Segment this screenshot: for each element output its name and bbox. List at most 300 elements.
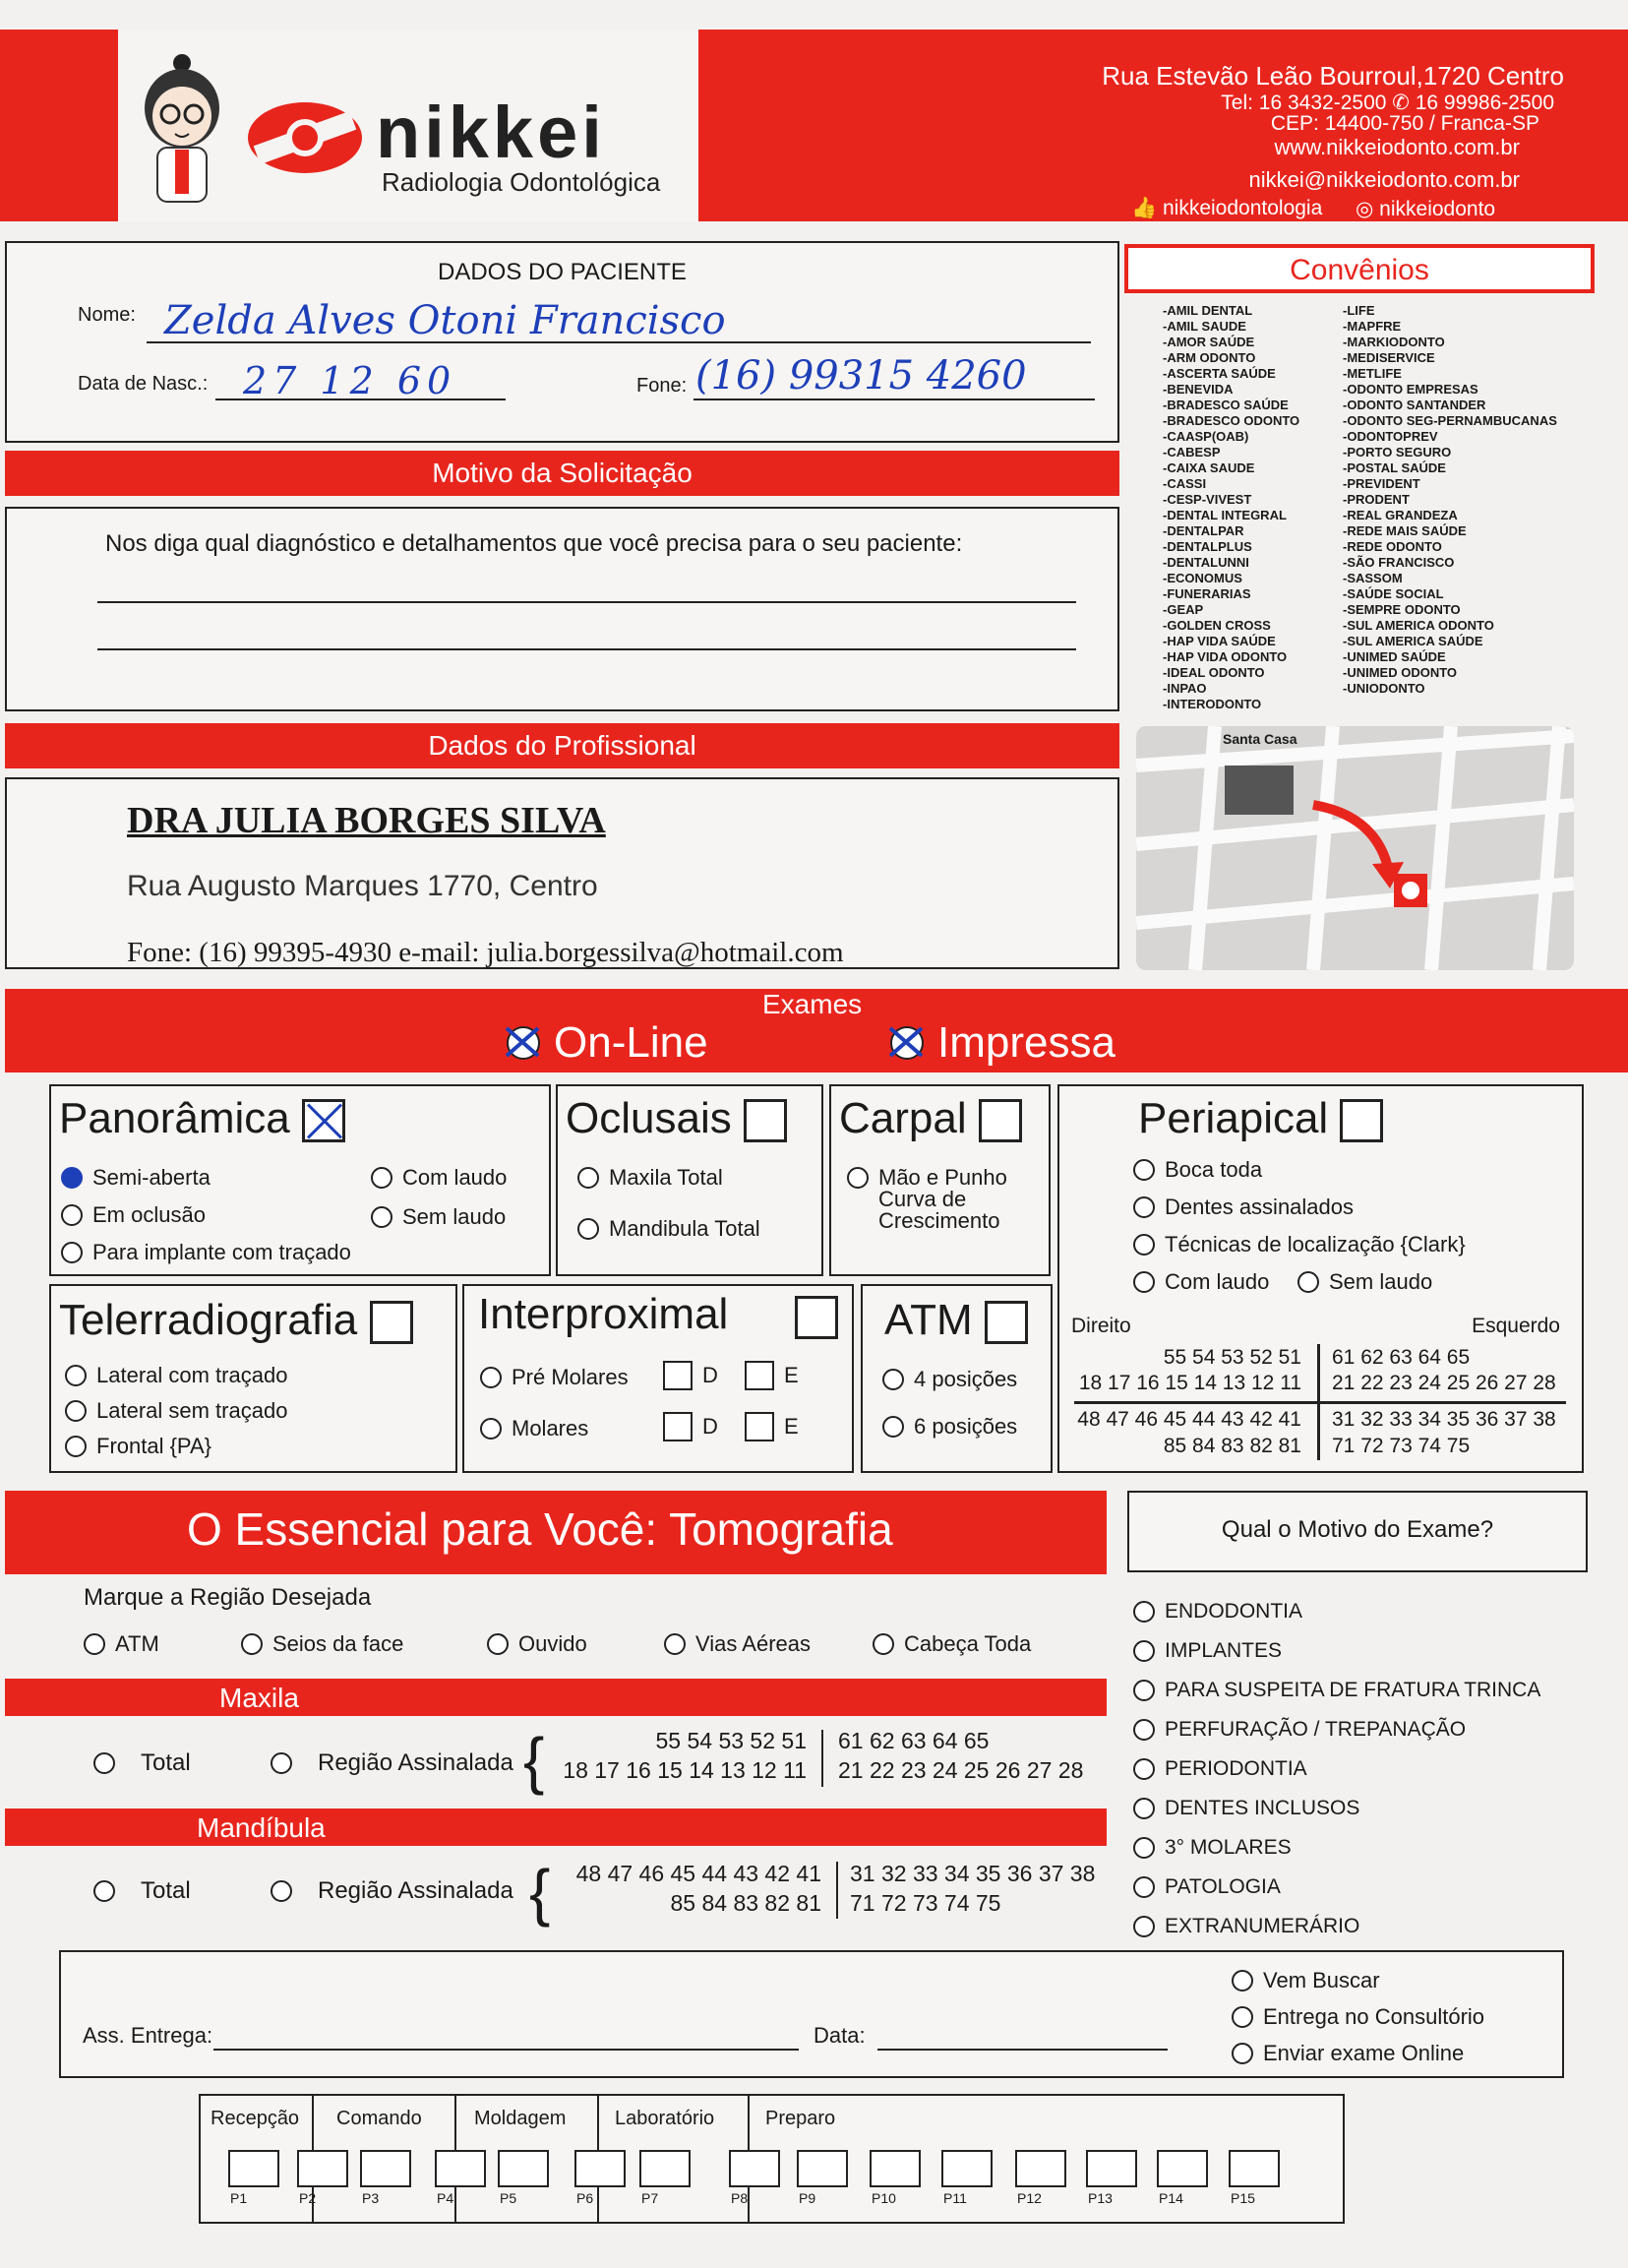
fluxo-checkbox[interactable]	[574, 2150, 626, 2187]
periapical-title-text: Periapical	[1138, 1094, 1329, 1142]
opt-label: IMPLANTES	[1165, 1639, 1283, 1662]
opt-label: Sem laudo	[402, 1204, 507, 1229]
convenios-col1	[1163, 303, 1350, 712]
convenio-item: -UNIODONTO	[1343, 681, 1425, 696]
brand-name: nikkei	[376, 92, 606, 173]
convenio-item: -GOLDEN CROSS	[1163, 618, 1271, 633]
tomo-regiao-ouvido[interactable]	[487, 1631, 587, 1657]
fluxo-p-label: P2	[299, 2190, 317, 2206]
opt-label: Dentes assinalados	[1165, 1195, 1355, 1219]
opt-label: PERFURAÇÃO / TREPANAÇÃO	[1165, 1718, 1467, 1741]
radio[interactable]	[271, 1880, 292, 1902]
convenio-item: -DENTALPLUS	[1163, 539, 1252, 554]
inter-pre-e[interactable]	[745, 1361, 799, 1390]
inter-checkbox[interactable]	[795, 1296, 838, 1339]
radio[interactable]	[882, 1416, 904, 1438]
periapical-box	[1057, 1084, 1584, 1473]
mandibula-divider	[836, 1862, 838, 1919]
convenio-item: -REAL GRANDEZA	[1343, 508, 1458, 522]
teeth-r1[interactable]: 55 54 53 52 51	[1163, 1346, 1301, 1369]
radio[interactable]	[1133, 1680, 1155, 1701]
convenio-item: -BRADESCO ODONTO	[1163, 413, 1300, 428]
convenio-item: -MARKIODONTO	[1343, 335, 1445, 349]
esquerdo-label: Esquerdo	[1472, 1315, 1560, 1337]
radio[interactable]	[873, 1633, 894, 1655]
header-email: nikkei@nikkeiodonto.com.br	[1248, 167, 1520, 192]
mandibula-regiao[interactable]	[271, 1877, 513, 1905]
tele-title	[59, 1296, 413, 1345]
opt-label: 6 posições	[914, 1414, 1018, 1439]
convenio-item: -CABESP	[1163, 445, 1221, 460]
profissional-name: DRA JULIA BORGES SILVA	[127, 800, 606, 841]
fluxo-checkbox[interactable]	[1157, 2150, 1208, 2187]
radio[interactable]	[1133, 1719, 1155, 1741]
tomo-regiao-seios[interactable]	[241, 1631, 403, 1657]
header-logo-area	[118, 30, 698, 221]
radio[interactable]	[61, 1242, 83, 1263]
maxila-total[interactable]	[93, 1749, 191, 1777]
exames-title: Exames	[762, 989, 863, 1019]
convenios-col2	[1343, 303, 1589, 697]
radio-selected[interactable]	[61, 1167, 83, 1189]
nikkei-logo-icon	[246, 98, 364, 177]
carpal-title	[839, 1094, 1022, 1143]
impressa-radio[interactable]	[890, 1026, 924, 1060]
radio[interactable]	[65, 1365, 87, 1386]
convenio-item: -ODONTO SEG-PERNAMBUCANAS	[1343, 413, 1557, 428]
checkbox[interactable]	[663, 1361, 693, 1390]
radio[interactable]	[1232, 2043, 1253, 2064]
maxila-r1[interactable]: 55 54 53 52 51	[655, 1728, 807, 1753]
opt-label: Com laudo	[1165, 1269, 1270, 1294]
name-label: Nome:	[78, 304, 136, 326]
fluxo-p-label: P5	[500, 2190, 517, 2206]
checkbox[interactable]	[745, 1361, 774, 1390]
motivo-exame-option[interactable]	[1133, 1631, 1540, 1671]
convenio-item: -FUNERARIAS	[1163, 586, 1251, 601]
convenio-item: -PORTO SEGURO	[1343, 445, 1452, 460]
fluxo-p-label: P13	[1088, 2190, 1113, 2206]
panoramica-title	[59, 1094, 345, 1143]
inter-opt-pre[interactable]	[480, 1365, 629, 1390]
panoramica-box	[49, 1084, 551, 1276]
radio[interactable]	[480, 1367, 502, 1388]
opt-label: 4 posições	[914, 1367, 1018, 1391]
telerradiografia-box	[49, 1284, 457, 1473]
facebook-text: nikkeiodontologia	[1162, 197, 1323, 219]
pano-opt-com-laudo[interactable]	[371, 1165, 507, 1191]
opt-label: Enviar exame Online	[1263, 2041, 1465, 2065]
convenio-item: -CASSI	[1163, 476, 1207, 491]
peri-opt-boca[interactable]	[1133, 1157, 1262, 1183]
tomo-regiao-atm[interactable]	[84, 1631, 159, 1657]
radio[interactable]	[487, 1633, 509, 1655]
opt-label: Entrega no Consultório	[1263, 2004, 1485, 2029]
peri-opt-dentes[interactable]	[1133, 1195, 1354, 1220]
atm-opt-6[interactable]	[882, 1414, 1017, 1440]
fluxo-moldagem: Moldagem	[474, 2108, 567, 2129]
periapical-title	[1138, 1094, 1383, 1143]
maxila-r2[interactable]: 18 17 16 15 14 13 12 11	[563, 1757, 807, 1783]
radio[interactable]	[84, 1633, 105, 1655]
like-icon: 👍	[1131, 197, 1163, 219]
opt-label: Frontal {PA}	[96, 1434, 211, 1458]
convenio-item: -PREVIDENT	[1343, 476, 1420, 491]
opt-label: Semi-aberta	[92, 1165, 211, 1190]
mand-l1[interactable]: 31 32 33 34 35 36 37 38	[850, 1861, 1096, 1886]
exames-bar	[5, 989, 1628, 1073]
data-line[interactable]	[877, 2049, 1168, 2051]
mand-l2[interactable]: 71 72 73 74 75	[850, 1890, 1001, 1916]
fluxo-checkbox[interactable]	[1015, 2150, 1066, 2187]
online-option[interactable]	[507, 1018, 708, 1068]
radio[interactable]	[241, 1633, 263, 1655]
motivo-box	[5, 507, 1119, 711]
periapical-checkbox[interactable]	[1340, 1099, 1383, 1142]
radio[interactable]	[1133, 1234, 1155, 1256]
opt-label: Sem laudo	[1329, 1269, 1433, 1294]
radio[interactable]	[1133, 1876, 1155, 1898]
motivo-title: Motivo da Solicitação	[432, 458, 693, 488]
motivo-exame-option[interactable]	[1133, 1671, 1540, 1710]
convenio-item: -HAP VIDA SAÚDE	[1163, 634, 1276, 648]
convenio-item: -SAÚDE SOCIAL	[1343, 586, 1444, 601]
teeth-r3[interactable]: 48 47 46 45 44 43 42 41	[1077, 1408, 1301, 1431]
teeth-l4[interactable]: 71 72 73 74 75	[1332, 1435, 1471, 1457]
oclusais-title	[566, 1094, 787, 1143]
radio[interactable]	[577, 1218, 599, 1240]
radio[interactable]	[1133, 1196, 1155, 1218]
opt-label: Lateral sem traçado	[96, 1398, 288, 1423]
patient-box	[5, 241, 1119, 443]
motivo-exame-option[interactable]	[1133, 1828, 1540, 1868]
tomografia-bar	[5, 1491, 1107, 1574]
opt-label: Para implante com traçado	[92, 1240, 351, 1264]
mandibula-title: Mandíbula	[197, 1812, 326, 1843]
fluxo-p-label: P9	[799, 2190, 816, 2206]
opt-label: ENDODONTIA	[1165, 1600, 1303, 1623]
atm-checkbox[interactable]	[985, 1301, 1028, 1344]
convenio-item: -SÃO FRANCISCO	[1343, 555, 1455, 570]
entrega-opt-consultorio[interactable]	[1232, 2004, 1484, 2030]
convenio-item: -ARM ODONTO	[1163, 350, 1256, 365]
pano-opt-implante[interactable]	[61, 1240, 351, 1265]
opt-label: Cabeça Toda	[904, 1631, 1032, 1656]
interproximal-box	[462, 1284, 854, 1473]
convenio-item: -HAP VIDA ODONTO	[1163, 649, 1288, 664]
brand-subtitle: Radiologia Odontológica	[382, 167, 661, 197]
radio[interactable]	[93, 1880, 115, 1902]
tomo-regiao-vias[interactable]	[664, 1631, 811, 1657]
instagram-text: nikkeiodonto	[1379, 198, 1496, 220]
facebook-handle	[1131, 197, 1322, 220]
map-graphic	[1136, 726, 1574, 970]
carpal-opt[interactable]	[847, 1167, 1044, 1232]
peri-opt-com-laudo[interactable]	[1133, 1269, 1269, 1295]
header-phones: Tel: 16 3432-2500 ✆ 16 99986-2500	[1221, 92, 1554, 114]
maxila-bar	[5, 1679, 1107, 1716]
opt-label: Vem Buscar	[1263, 1968, 1380, 1992]
tele-checkbox[interactable]	[370, 1301, 413, 1344]
convenio-item: -BRADESCO SAÚDE	[1163, 398, 1289, 412]
convenio-item: -ECONOMUS	[1163, 571, 1242, 585]
mand-r2[interactable]: 85 84 83 82 81	[670, 1890, 821, 1916]
fluxo-checkbox[interactable]	[639, 2150, 691, 2187]
tele-opt-sem[interactable]	[65, 1398, 287, 1424]
header-cep: CEP: 14400-750 / Franca-SP	[1270, 112, 1539, 135]
mand-r1[interactable]: 48 47 46 45 44 43 42 41	[575, 1861, 821, 1886]
header-website: www.nikkeiodonto.com.br	[1274, 135, 1520, 159]
radio[interactable]	[882, 1369, 904, 1390]
opt-label: Maxila Total	[609, 1165, 723, 1190]
header-address: Rua Estevão Leão Bourroul,1720 Centro	[1102, 61, 1564, 91]
convenio-item: -ODONTO EMPRESAS	[1343, 382, 1478, 397]
ass-entrega-label: Ass. Entrega:	[83, 2023, 213, 2048]
oclusais-checkbox[interactable]	[744, 1099, 787, 1142]
opt-label: PATOLOGIA	[1165, 1875, 1281, 1898]
radio[interactable]	[1133, 1916, 1155, 1937]
motivo-exame-option[interactable]	[1133, 1749, 1540, 1789]
tomo-regiao-cabeca[interactable]	[873, 1631, 1031, 1657]
fluxo-preparo: Preparo	[765, 2108, 836, 2129]
pano-opt-sem-laudo[interactable]	[371, 1204, 506, 1230]
patient-title: DADOS DO PACIENTE	[438, 259, 687, 285]
opt-label: Região Assinalada	[318, 1877, 513, 1904]
opt-label: PERIODONTIA	[1165, 1757, 1307, 1780]
convenio-item: -CAIXA SAUDE	[1163, 460, 1255, 475]
convenio-item: -SUL AMERICA ODONTO	[1343, 618, 1494, 633]
fluxo-checkbox[interactable]	[941, 2150, 993, 2187]
convenio-item: -LIFE	[1343, 303, 1375, 318]
atm-title	[884, 1296, 1028, 1345]
radio[interactable]	[1133, 1271, 1155, 1293]
fluxo-checkbox[interactable]	[297, 2150, 348, 2187]
impressa-label: Impressa	[937, 1018, 1115, 1067]
teeth-r2[interactable]: 18 17 16 15 14 13 12 11	[1078, 1372, 1301, 1394]
convenio-item: -MAPFRE	[1343, 319, 1402, 334]
fluxo-checkbox[interactable]	[228, 2150, 279, 2187]
profissional-title: Dados do Profissional	[428, 730, 696, 761]
radio[interactable]	[371, 1206, 392, 1228]
radio[interactable]	[664, 1633, 686, 1655]
map[interactable]	[1136, 726, 1574, 970]
checkbox[interactable]	[745, 1412, 774, 1441]
convenio-item: -INTERODONTO	[1163, 697, 1262, 711]
phone-line	[693, 398, 1095, 400]
fluxo-p-label: P10	[872, 2190, 896, 2206]
fluxo-p-label: P7	[641, 2190, 659, 2206]
e-label: E	[784, 1414, 799, 1439]
pano-opt-semi[interactable]	[61, 1165, 211, 1191]
dob-value: 27 12 60	[243, 359, 457, 402]
peri-opt-clark[interactable]	[1133, 1232, 1466, 1257]
fluxo-p-label: P4	[437, 2190, 454, 2206]
opt-label: Com laudo	[402, 1165, 508, 1190]
opt-label: PARA SUSPEITA DE FRATURA TRINCA	[1165, 1679, 1541, 1701]
inter-mol-d[interactable]	[663, 1412, 718, 1441]
check-mark-icon	[886, 1022, 926, 1062]
carpal-title-text: Carpal	[839, 1094, 967, 1142]
fluxo-checkbox[interactable]	[1229, 2150, 1280, 2187]
carpal-checkbox[interactable]	[979, 1099, 1022, 1142]
opt-label: Molares	[512, 1416, 589, 1440]
motivo-exame-option[interactable]	[1133, 1907, 1540, 1946]
motivo-exame-option[interactable]	[1133, 1592, 1540, 1631]
convenio-item: -ODONTO SANTANDER	[1343, 398, 1486, 412]
convenio-item: -CESP-VIVEST	[1163, 492, 1252, 507]
teeth-l3[interactable]: 31 32 33 34 35 36 37 38	[1332, 1408, 1556, 1431]
motivo-line-2[interactable]	[97, 648, 1076, 650]
instagram-handle	[1356, 197, 1495, 221]
motivo-exame-box	[1127, 1491, 1588, 1572]
peri-opt-sem-laudo[interactable]	[1297, 1269, 1432, 1295]
d-label: D	[702, 1363, 718, 1387]
opt-label: Total	[141, 1877, 191, 1904]
opt-label: Pré Molares	[512, 1365, 629, 1389]
radio[interactable]	[1232, 1970, 1253, 1992]
convenio-item: -CAASP(OAB)	[1163, 429, 1249, 444]
radio[interactable]	[577, 1167, 599, 1189]
maxila-l2[interactable]: 21 22 23 24 25 26 27 28	[838, 1757, 1084, 1783]
radio[interactable]	[847, 1167, 869, 1189]
radio[interactable]	[1133, 1798, 1155, 1819]
convenios-title: Convênios	[1290, 254, 1429, 286]
inter-mol-e[interactable]	[745, 1412, 799, 1441]
fluxo-checkbox[interactable]	[498, 2150, 549, 2187]
opt-label: Vias Aéreas	[695, 1631, 812, 1656]
motivo-bar	[5, 451, 1119, 496]
fluxo-checkbox[interactable]	[797, 2150, 848, 2187]
entrega-opt-online[interactable]	[1232, 2041, 1464, 2066]
radio[interactable]	[1133, 1758, 1155, 1780]
radio[interactable]	[65, 1400, 87, 1422]
convenio-item: -IDEAL ODONTO	[1163, 665, 1265, 680]
motivo-exame-option[interactable]	[1133, 1710, 1540, 1749]
motivo-prompt: Nos diga qual diagnóstico e detalhamentos que você precisa para o seu paciente:	[105, 530, 963, 557]
convenio-item: -BENEVIDA	[1163, 382, 1234, 397]
tele-opt-com[interactable]	[65, 1363, 287, 1388]
pano-opt-oclusao[interactable]	[61, 1202, 206, 1228]
entrega-opt-buscar[interactable]	[1232, 1968, 1380, 1993]
fluxo-checkbox[interactable]	[435, 2150, 486, 2187]
radio[interactable]	[271, 1752, 292, 1774]
inter-opt-molares[interactable]	[480, 1416, 588, 1441]
convenio-item: -SEMPRE ODONTO	[1343, 602, 1461, 617]
ass-entrega-line[interactable]	[213, 2049, 799, 2051]
motivo-exame-title: Qual o Motivo do Exame?	[1221, 1516, 1494, 1543]
opt-label: Região Assinalada	[318, 1749, 513, 1776]
radio[interactable]	[1133, 1159, 1155, 1181]
radio[interactable]	[1133, 1601, 1155, 1623]
opt-label: Lateral com traçado	[96, 1363, 288, 1387]
mascot-icon	[128, 49, 236, 207]
opt-label: 3° MOLARES	[1165, 1836, 1292, 1859]
teeth-l1[interactable]: 61 62 63 64 65	[1332, 1346, 1471, 1369]
fluxo-p-label: P14	[1159, 2190, 1183, 2206]
d-label: D	[702, 1414, 718, 1439]
motivo-exame-option[interactable]	[1133, 1868, 1540, 1907]
convenio-item: -UNIMED ODONTO	[1343, 665, 1458, 680]
motivo-exame-list	[1133, 1592, 1540, 1946]
radio[interactable]	[480, 1418, 502, 1440]
maxila-title: Maxila	[219, 1683, 299, 1713]
radio[interactable]	[1232, 2006, 1253, 2028]
instagram-icon: ◎	[1356, 198, 1380, 220]
check-mark-icon	[503, 1022, 542, 1062]
dob-label: Data de Nasc.:	[78, 373, 209, 395]
opt-label: ATM	[115, 1631, 159, 1656]
fluxo-checkbox[interactable]	[729, 2150, 780, 2187]
motivo-exame-option[interactable]	[1133, 1789, 1540, 1828]
panoramica-checkbox[interactable]	[302, 1099, 345, 1142]
radio[interactable]	[61, 1204, 83, 1226]
opt-label: Seios da face	[272, 1631, 404, 1656]
checkbox[interactable]	[663, 1412, 693, 1441]
radio[interactable]	[93, 1752, 115, 1774]
entrega-box	[59, 1950, 1564, 2078]
fluxo-p-label: P3	[362, 2190, 380, 2206]
tele-opt-frontal[interactable]	[65, 1434, 211, 1459]
teeth-horizontal-divider	[1074, 1401, 1566, 1404]
fluxo-checkbox[interactable]	[870, 2150, 921, 2187]
inter-pre-d[interactable]	[663, 1361, 718, 1390]
maxila-l1[interactable]: 61 62 63 64 65	[838, 1728, 990, 1753]
mandibula-total[interactable]	[93, 1877, 191, 1905]
convenio-item: -POSTAL SAÚDE	[1343, 460, 1446, 475]
fluxo-checkbox[interactable]	[1086, 2150, 1137, 2187]
convenio-item: -REDE MAIS SAÚDE	[1343, 523, 1467, 538]
fluxo-p-label: P15	[1231, 2190, 1255, 2206]
maxila-regiao[interactable]	[271, 1749, 513, 1777]
oclusais-opt-maxila[interactable]	[577, 1165, 723, 1191]
profissional-bar	[5, 723, 1119, 768]
convenio-item: -REDE ODONTO	[1343, 539, 1442, 554]
radio[interactable]	[65, 1436, 87, 1457]
radio[interactable]	[1297, 1271, 1319, 1293]
maxila-divider	[821, 1730, 823, 1787]
teeth-r4[interactable]: 85 84 83 82 81	[1163, 1435, 1301, 1457]
radio[interactable]	[1133, 1640, 1155, 1662]
convenio-item: -SUL AMERICA SAÚDE	[1343, 634, 1483, 648]
fluxo-p-label: P8	[731, 2190, 749, 2206]
atm-title-text: ATM	[884, 1296, 973, 1344]
carpal-box	[829, 1084, 1051, 1276]
convenio-item: -SASSOM	[1343, 571, 1403, 585]
atm-opt-4[interactable]	[882, 1367, 1017, 1392]
impressa-option[interactable]	[890, 1018, 1115, 1068]
oclusais-box	[556, 1084, 823, 1276]
opt-label: Em oclusão	[92, 1202, 206, 1227]
convenio-item: -INPAO	[1163, 681, 1207, 696]
inter-title-text: Interproximal	[478, 1290, 729, 1338]
radio[interactable]	[1133, 1837, 1155, 1859]
opt-label: Mão e Punho Curva de Crescimento	[878, 1165, 1007, 1233]
inter-title	[478, 1290, 728, 1339]
teeth-l2[interactable]: 21 22 23 24 25 26 27 28	[1332, 1372, 1556, 1394]
convenio-item: -AMIL SAUDE	[1163, 319, 1246, 334]
fluxo-comando: Comando	[336, 2108, 422, 2129]
oclusais-title-text: Oclusais	[566, 1094, 732, 1142]
motivo-line-1[interactable]	[97, 601, 1076, 603]
radio[interactable]	[371, 1167, 392, 1189]
online-radio[interactable]	[507, 1026, 540, 1060]
oclusais-opt-mandibula[interactable]	[577, 1216, 760, 1242]
tele-title-text: Telerradiografia	[59, 1296, 358, 1344]
data-label: Data:	[814, 2023, 866, 2048]
header-left-red	[0, 30, 118, 221]
fluxo-checkbox[interactable]	[360, 2150, 411, 2187]
phone-label: Fone:	[636, 375, 688, 397]
